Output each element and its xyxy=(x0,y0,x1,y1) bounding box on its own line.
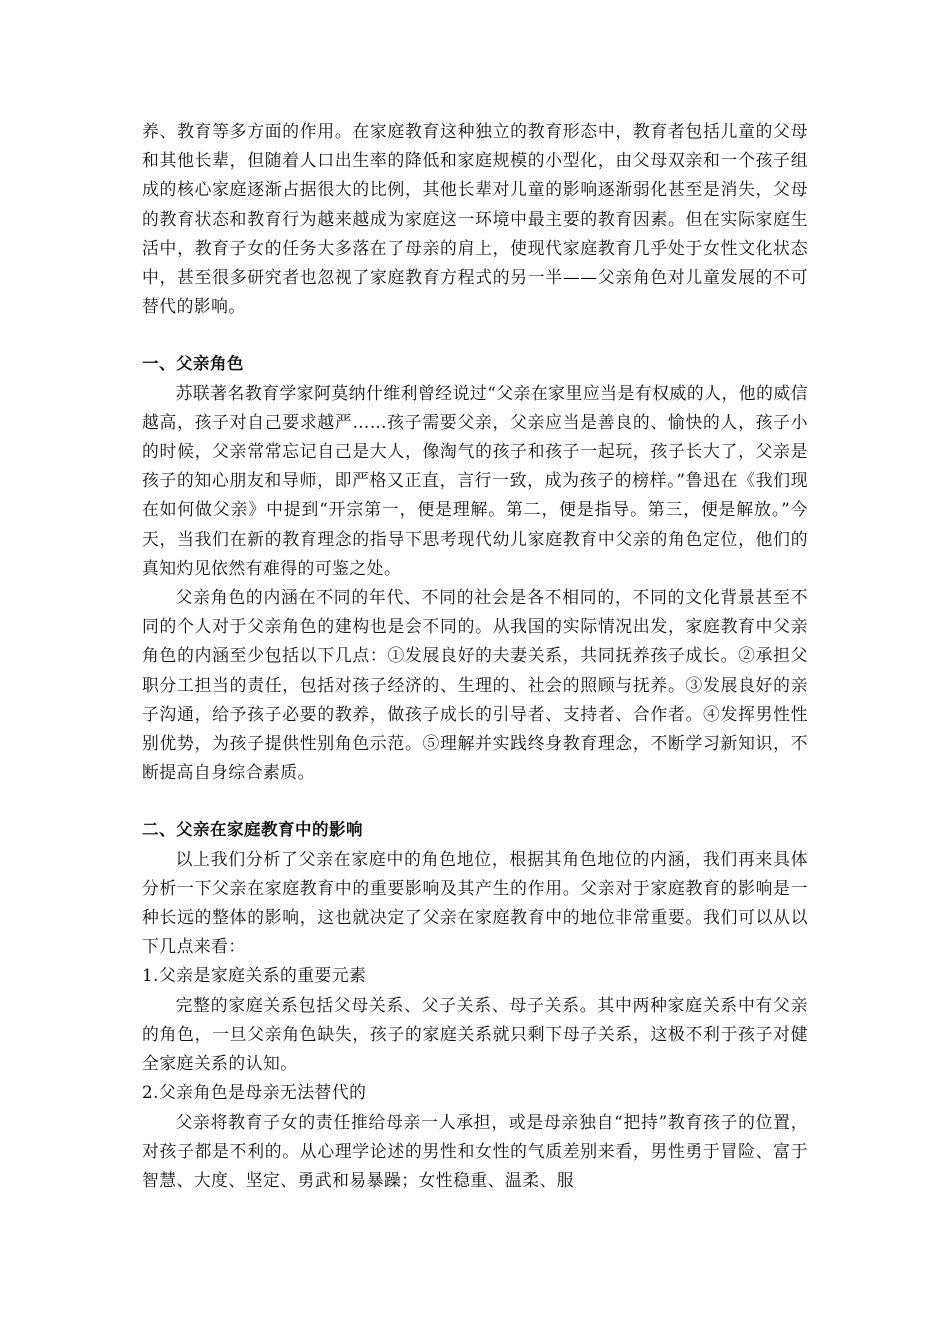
subheading-family-relation: 1.父亲是家庭关系的重要元素 xyxy=(142,965,367,986)
subsection1-paragraph: 完整的家庭关系包括父母关系、父子关系、母子关系。其中两种家庭关系中有父亲的角色，一旦父亲角色缺失，孩子的家庭关系就只剩下母子关系，这极不利于孩子对健全家庭关系的认知。 xyxy=(142,994,808,1074)
subsection2-paragraph: 父亲将教育子女的责任推给母亲一人承担，或是母亲独自“把持”教育孩子的位置，对孩子都是不利的。从心理学论述的男性和女性的气质差别来看，男性勇于冒险、富于智慧、大度、坚定、勇武和易暴躁；女性稳重、温柔、服 xyxy=(142,1111,808,1190)
section-heading-father-influence: 二、父亲在家庭教育中的影响 xyxy=(142,820,363,840)
section-heading-father-role: 一、父亲角色 xyxy=(142,354,244,374)
section1-paragraph-2: 父亲角色的内涵在不同的年代、不同的社会是各不相同的，不同的文化背景甚至不同的个人对于父亲角色的建构也是会不同的。从我国的实际情况出发，家庭教育中父亲角色的内涵至少包括以下几点：①发展良好的夫妻关系，共同抚养孩子成长。②承担父职分工担当的责任，包括对孩子经济的、生理的、社会的照顾与抚养。③发展良好的亲子沟通，给予孩子必要的教养，做孩子成长的引导者、支持者、合作者。④发挥男性性别优势，为孩子提供性别角色示范。⑤理解并实践终身教育理念，不断学习新知识，不断提高自身综合素质。 xyxy=(142,587,808,783)
section1-paragraph-1: 苏联著名教育学家阿莫纳什维利曾经说过“父亲在家里应当是有权威的人，他的威信越高，孩子对自己要求越严……孩子需要父亲，父亲应当是善良的、愉快的人，孩子小的时候，父亲常常忘记自己是大人，像淘气的孩子和孩子一起玩，孩子长大了，父亲是孩子的知心朋友和导师，即严格又正直，言行一致，成为孩子的榜样。”鲁迅在《我们现在如何做父亲》中提到“开宗第一，便是理解。第二，便是指导。第三，便是解放。”今天，当我们在新的教育理念的指导下思考现代幼儿家庭教育中父亲的角色定位，他们的真知灼见依然有难得的可鉴之处。 xyxy=(142,382,808,578)
intro-paragraph: 养、教育等多方面的作用。在家庭教育这种独立的教育形态中，教育者包括儿童的父母和其他长辈，但随着人口出生率的降低和家庭规模的小型化，由父母双亲和一个孩子组成的核心家庭逐渐占据很大的比例，其他长辈对儿童的影响逐渐弱化甚至是消失，父母的教育状态和教育行为越来越成为家庭这一环境中最主要的教育因素。但在实际家庭生活中，教育子女的任务大多落在了母亲的肩上，使现代家庭教育几乎处于女性文化状态中，甚至很多研究者也忽视了家庭教育方程式的另一半——父亲角色对儿童发展的不可替代的影响。 xyxy=(142,121,808,317)
subheading-irreplaceable-role: 2.父亲角色是母亲无法替代的 xyxy=(142,1082,367,1103)
document-page xyxy=(142,117,808,1195)
section2-paragraph-1: 以上我们分析了父亲在家庭中的角色地位，根据其角色地位的内涵，我们再来具体分析一下父亲在家庭教育中的重要影响及其产生的作用。父亲对于家庭教育的影响是一种长远的整体的影响，这也就决定了父亲在家庭教育中的地位非常重要。我们可以从以下几点来看： xyxy=(142,848,808,957)
